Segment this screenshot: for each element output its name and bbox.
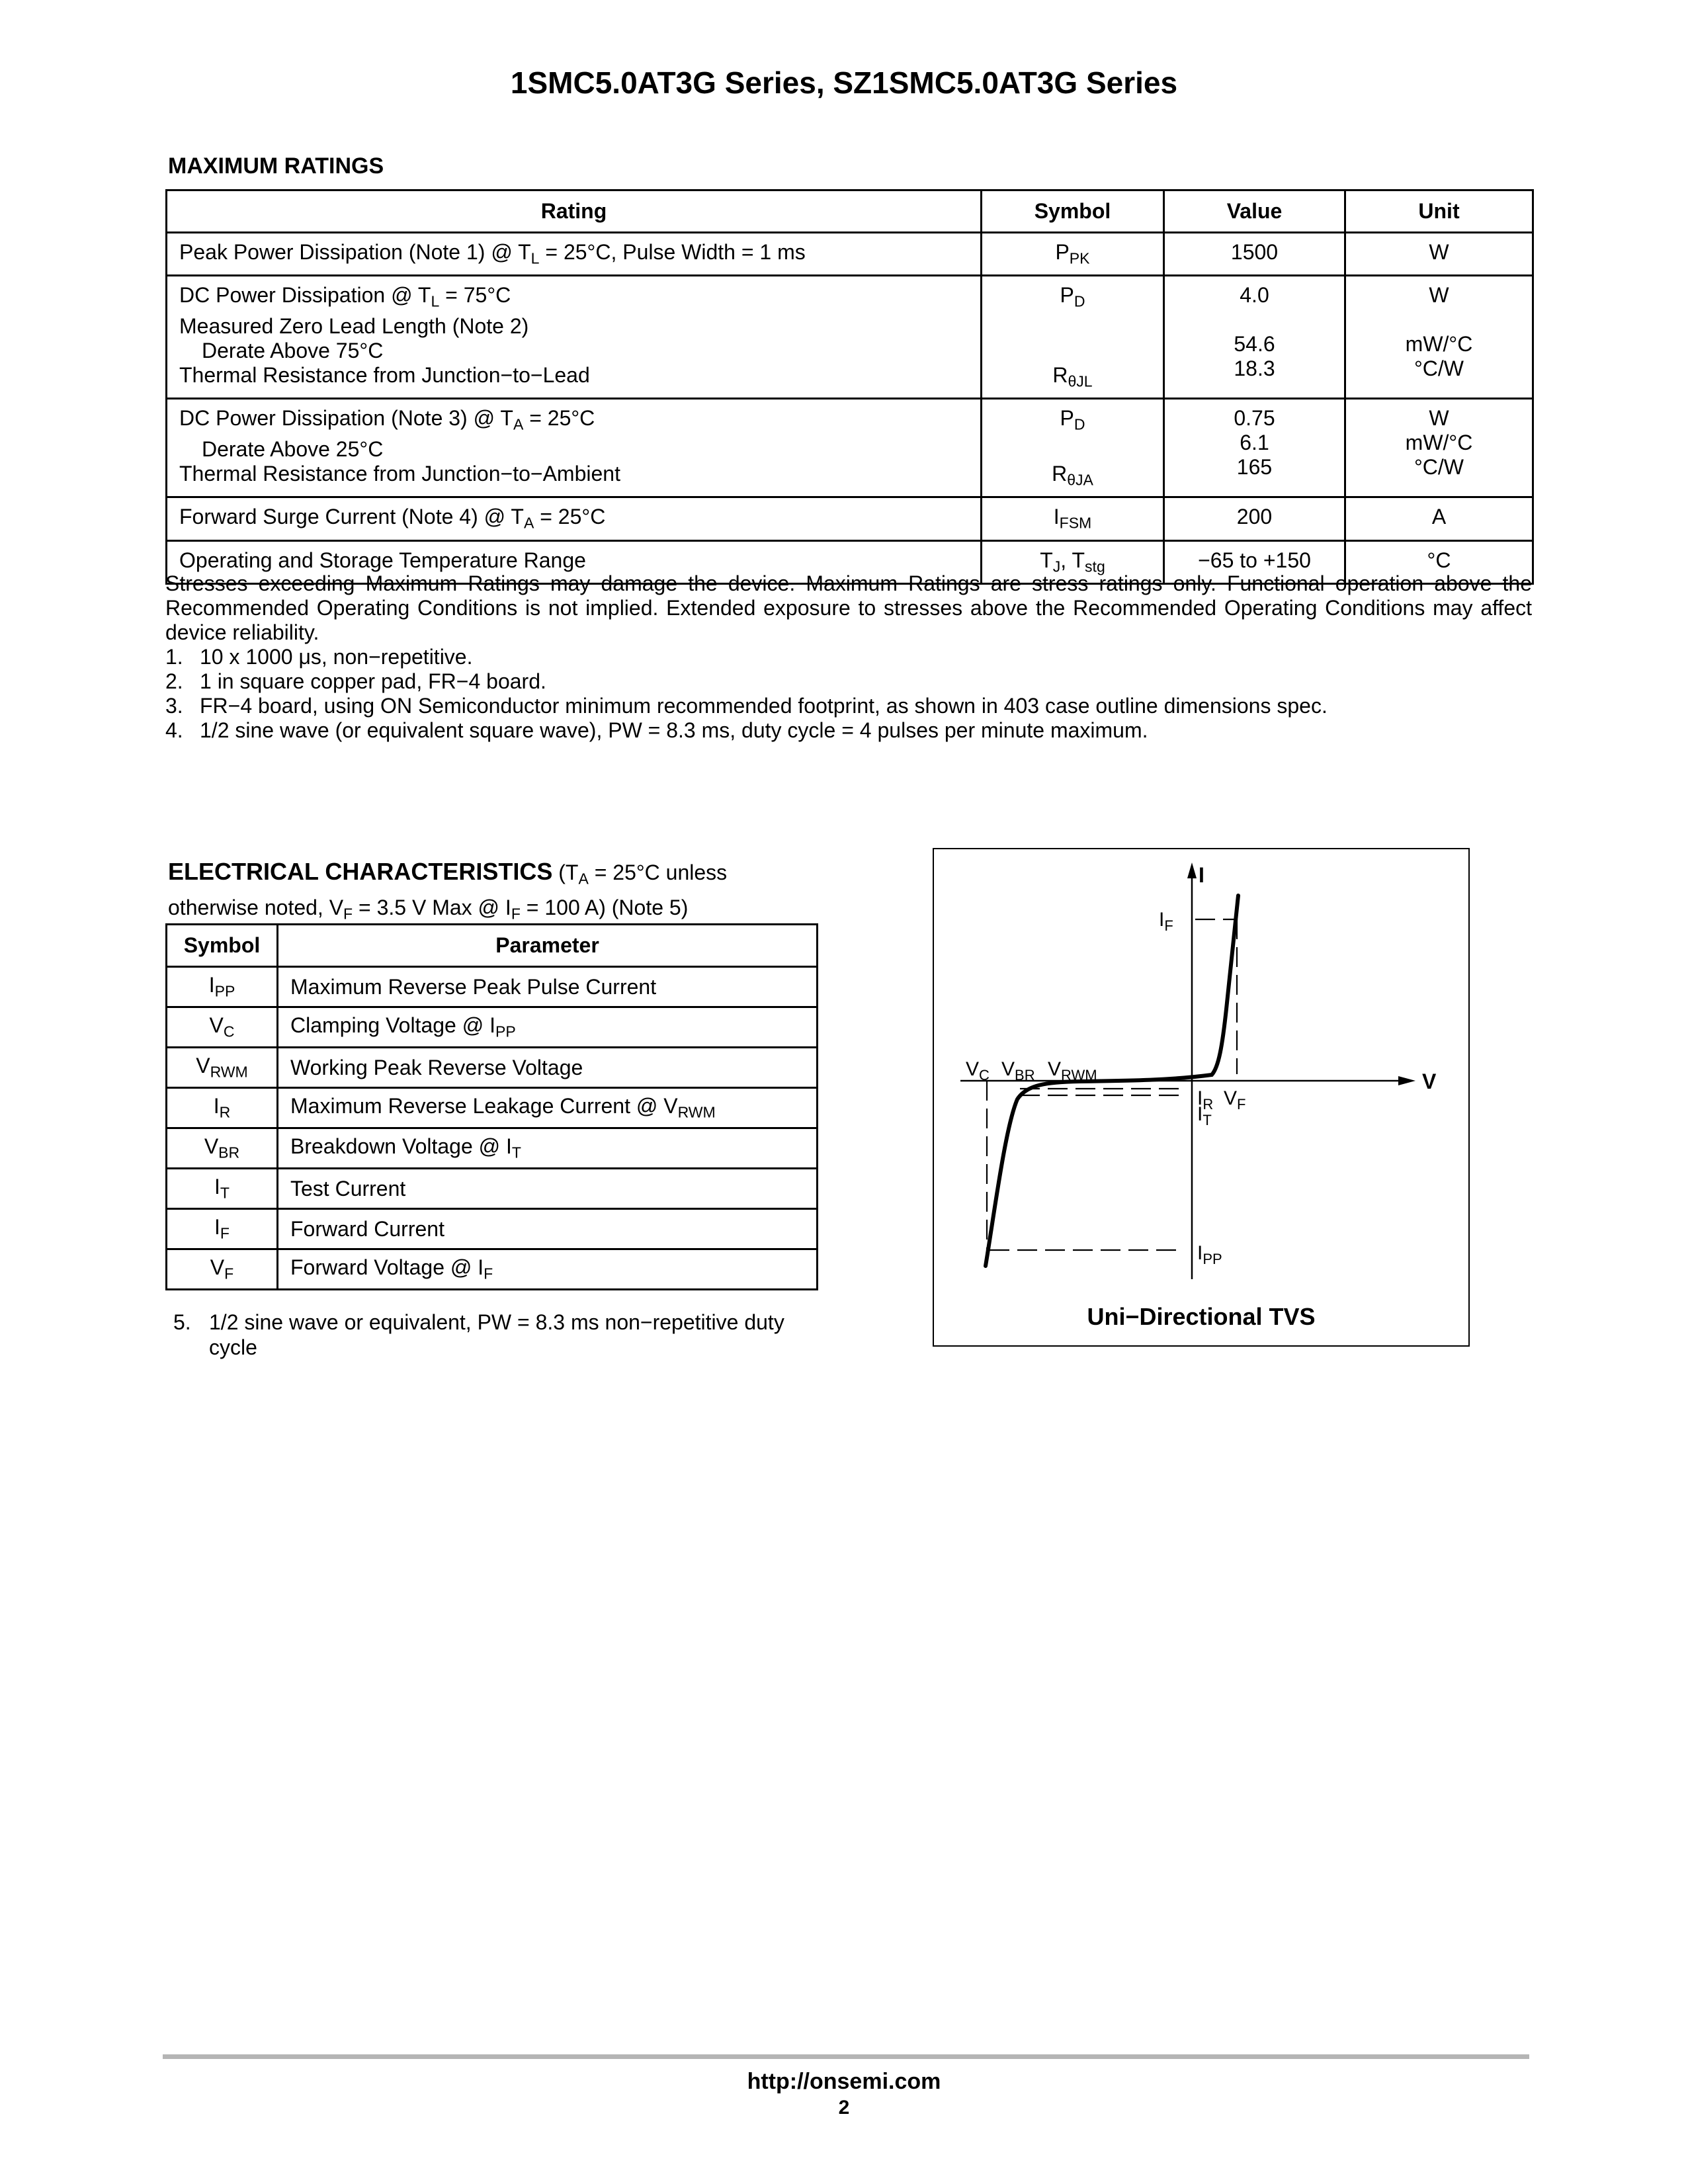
i-axis-label: I [1199, 863, 1204, 887]
rating-cell [167, 276, 982, 399]
column-header-symbol: Symbol [982, 190, 1164, 233]
symbol-line: $P_{PK}$ [1055, 240, 1090, 267]
electrical-characteristics-condition: ($T_A = 25^\circ C$ unless otherwise noted, $V_F = 3.5$ V Max @ $I_F = 100$ A) (Note 5) [168, 861, 728, 923]
label-ir: $I_R$ [1197, 1087, 1214, 1113]
rating-cell [167, 233, 982, 276]
unit-line: W [1429, 240, 1449, 264]
footnote-5 [173, 1310, 808, 1360]
symbol-cell: $I_R$ [167, 1088, 278, 1128]
symbol-cell [982, 399, 1164, 497]
symbol-cell: $I_T$ [167, 1169, 278, 1209]
rating-line: Derate Above 75°C [202, 338, 384, 362]
footnote-item [165, 718, 1532, 743]
footnote-text: 1/2 sine wave or equivalent, PW = 8.3 ms non−repetitive duty cycle [209, 1310, 784, 1359]
subscript: A [578, 870, 589, 888]
parameter-cell: Forward Current [278, 1209, 818, 1249]
unit-cell [1345, 399, 1533, 497]
subscript: RWM [210, 1063, 248, 1081]
value-line: 200 [1236, 505, 1273, 529]
symbol-cell: $I_{PP}$ [167, 967, 278, 1007]
unit-line [1358, 308, 1520, 332]
footnote-number: 2. [165, 669, 183, 693]
unit-line: W [1429, 283, 1449, 308]
subscript: FSM [1059, 514, 1092, 532]
symbol-cell: $I_F$ [167, 1209, 278, 1249]
footnote-list [165, 645, 1532, 743]
rating-line: Thermal Resistance from Junction−to−Lead [179, 362, 590, 387]
rating-line: Peak Power Dissipation (Note 1) @ $T_L = 25^\circ C$, Pulse Width = 1 ms [179, 240, 806, 267]
subscript: D [1074, 415, 1085, 433]
rating-line: Operating and Storage Temperature Range [179, 548, 586, 572]
column-header-parameter: Parameter [278, 925, 818, 967]
label-vbr: $V_{BR}$ [1001, 1058, 1035, 1083]
unit-line: °C/W [1414, 455, 1464, 480]
subscript: A [523, 514, 534, 532]
v-axis-label: V [1422, 1070, 1437, 1093]
footnote-number: 3. [165, 694, 183, 718]
tvs-iv-diagram [933, 848, 1470, 1347]
table-row [167, 1088, 818, 1128]
symbol-line: $R_{\theta JL}$ [1052, 362, 1093, 390]
rating-line: Forward Surge Current (Note 4) @ $T_A = 25^\circ C$ [179, 505, 606, 532]
value-line: 6.1 [1240, 431, 1269, 455]
symbol-line: $I_{FSM}$ [1053, 505, 1092, 532]
symbol-cell: $V_{RWM}$ [167, 1048, 278, 1088]
symbol-line: $T_J$, $T_{stg}$ [1040, 548, 1105, 575]
footnote-number: 4. [165, 718, 183, 742]
table-row [167, 497, 1533, 540]
value-line [1177, 308, 1332, 332]
symbol-cell [982, 276, 1164, 399]
maximum-ratings-table [165, 189, 1534, 585]
unit-cell [1345, 233, 1533, 276]
symbol-line: $R_{\theta JA}$ [1052, 461, 1093, 489]
value-line: 4.0 [1240, 283, 1269, 308]
table-row [167, 1249, 818, 1290]
electrical-characteristics-table [165, 923, 818, 1290]
subscript: RWM [677, 1103, 716, 1121]
footnote-item [165, 694, 1532, 718]
value-line: 18.3 [1234, 357, 1275, 381]
subscript: F [220, 1224, 230, 1242]
parameter-cell: Maximum Reverse Peak Pulse Current [278, 967, 818, 1007]
value-cell [1164, 276, 1345, 399]
page-title: 1SMC5.0AT3G Series, SZ1SMC5.0AT3G Series [510, 65, 1178, 100]
rating-line: DC Power Dissipation @ $T_L = 75^\circ C$ [179, 283, 511, 310]
value-line: −65 to +150 [1198, 548, 1311, 572]
label-ipp: $I_{PP}$ [1197, 1242, 1222, 1267]
rating-line: Measured Zero Lead Length (Note 2) [179, 314, 529, 338]
unit-line: mW/°C [1405, 431, 1473, 455]
subscript: PP [495, 1023, 516, 1040]
footnote-text: 10 x 1000 μs, non−repetitive. [200, 645, 473, 669]
maximum-ratings-heading: MAXIMUM RATINGS [168, 153, 384, 179]
table-header-row [167, 190, 1533, 233]
value-cell [1164, 399, 1345, 497]
subscript: PK [1069, 249, 1090, 267]
parameter-cell: Working Peak Reverse Voltage [278, 1048, 818, 1088]
footnote-text: 1 in square copper pad, FR−4 board. [200, 669, 546, 693]
unit-cell [1345, 276, 1533, 399]
subscript: θJL [1068, 372, 1093, 390]
subscript: D [1074, 292, 1085, 310]
table-row [167, 1209, 818, 1249]
rating-line: Thermal Resistance from Junction−to−Ambient [179, 461, 620, 485]
subscript: PP [214, 982, 235, 1000]
parameter-cell: Test Current [278, 1169, 818, 1209]
unit-line: W [1429, 406, 1449, 431]
label-vc: $V_C$ [966, 1058, 990, 1083]
subscript: T [511, 1144, 521, 1161]
electrical-characteristics-title: ELECTRICAL CHARACTERISTICS [168, 858, 553, 885]
column-header-rating: Rating [167, 190, 982, 233]
table-row [167, 967, 818, 1007]
symbol-line [994, 339, 1151, 363]
maximum-ratings-notes [165, 571, 1532, 743]
reference-dashed-lines [987, 919, 1237, 1250]
symbol-cell: $V_{BR}$ [167, 1128, 278, 1169]
symbol-cell [982, 233, 1164, 276]
rating-cell [167, 399, 982, 497]
parameter-cell: Forward Voltage @ $I_F$ [278, 1249, 818, 1290]
subscript: R [219, 1103, 231, 1121]
table-row [167, 233, 1533, 276]
unit-line: °C/W [1414, 357, 1464, 381]
subscript: stg [1085, 558, 1105, 575]
subscript: C [223, 1023, 235, 1040]
unit-cell [1345, 497, 1533, 540]
subscript: J [1052, 558, 1061, 575]
value-cell [1164, 497, 1345, 540]
subscript: F [511, 905, 521, 923]
symbol-line [994, 314, 1151, 339]
value-line: 54.6 [1234, 332, 1275, 357]
symbol-cell: $V_F$ [167, 1249, 278, 1290]
label-it: $I_T$ [1197, 1103, 1212, 1128]
column-header-unit: Unit [1345, 190, 1533, 233]
footnote-number: 1. [165, 645, 183, 669]
table-header-row [167, 925, 818, 967]
value-cell [1164, 233, 1345, 276]
rating-line: DC Power Dissipation (Note 3) @ $T_A = 25^\circ C$ [179, 406, 595, 433]
stress-disclaimer: Stresses exceeding Maximum Ratings may damage the device. Maximum Ratings are stress ratings only. Functional operation above the Recommended Operating Conditions is not implied. Extended exposure to stresses above the Recommended Operating Conditions may affect device reliability. [165, 571, 1532, 644]
symbol-line [994, 437, 1151, 462]
subscript: F [484, 1265, 493, 1282]
page-number: 2 [838, 2097, 850, 2119]
rating-line: Derate Above 25°C [202, 437, 384, 461]
footnote-text: FR−4 board, using ON Semiconductor minimum recommended footprint, as shown in 403 case outline dimensions spec. [200, 694, 1328, 718]
subscript: L [431, 292, 440, 310]
value-line: 0.75 [1234, 406, 1275, 431]
symbol-cell [982, 497, 1164, 540]
table-row [167, 276, 1533, 399]
table-row [167, 1007, 818, 1048]
parameter-cell: Breakdown Voltage @ $I_T$ [278, 1128, 818, 1169]
electrical-characteristics-heading [168, 857, 803, 929]
unit-line: A [1431, 505, 1447, 529]
footnote-item [165, 669, 1532, 694]
footnote-number: 5. [173, 1310, 191, 1334]
table-row [167, 1169, 818, 1209]
value-line: 1500 [1230, 240, 1279, 264]
subscript: θJA [1067, 471, 1093, 489]
symbol-line: $P_D$ [1060, 283, 1085, 310]
unit-line: mW/°C [1405, 332, 1473, 357]
footnote-item [165, 645, 1532, 669]
subscript: T [220, 1184, 230, 1202]
subscript: F [343, 905, 353, 923]
parameter-cell: Clamping Voltage @ $I_{PP}$ [278, 1007, 818, 1048]
column-header-symbol: Symbol [167, 925, 278, 967]
subscript: F [224, 1265, 234, 1282]
label-vf: $V_F$ [1224, 1087, 1246, 1113]
i-axis [1187, 862, 1197, 1279]
subscript: A [513, 415, 524, 433]
diagram-caption: Uni−Directional TVS [1087, 1303, 1316, 1330]
rating-cell [167, 497, 982, 540]
table-row [167, 1128, 818, 1169]
footnote-text: 1/2 sine wave (or equivalent square wave), PW = 8.3 ms, duty cycle = 4 pulses per minute maximum. [200, 718, 1148, 742]
unit-line: °C [1427, 548, 1451, 572]
label-vrwm: $V_{RWM}$ [1048, 1058, 1097, 1083]
subscript: BR [218, 1144, 240, 1161]
footer-url-link[interactable]: http://onsemi.com [747, 2069, 941, 2094]
parameter-cell: Maximum Reverse Leakage Current @ $V_{RWM}$ [278, 1088, 818, 1128]
subscript: L [530, 249, 540, 267]
footer-divider [163, 2054, 1529, 2059]
column-header-value: Value [1164, 190, 1345, 233]
iv-curve-figure [934, 849, 1468, 1345]
table-row [167, 1048, 818, 1088]
symbol-cell: $V_C$ [167, 1007, 278, 1048]
label-if: $I_F$ [1159, 909, 1173, 934]
table-row [167, 399, 1533, 497]
value-line: 165 [1236, 455, 1273, 480]
symbol-line: $P_D$ [1060, 406, 1085, 433]
